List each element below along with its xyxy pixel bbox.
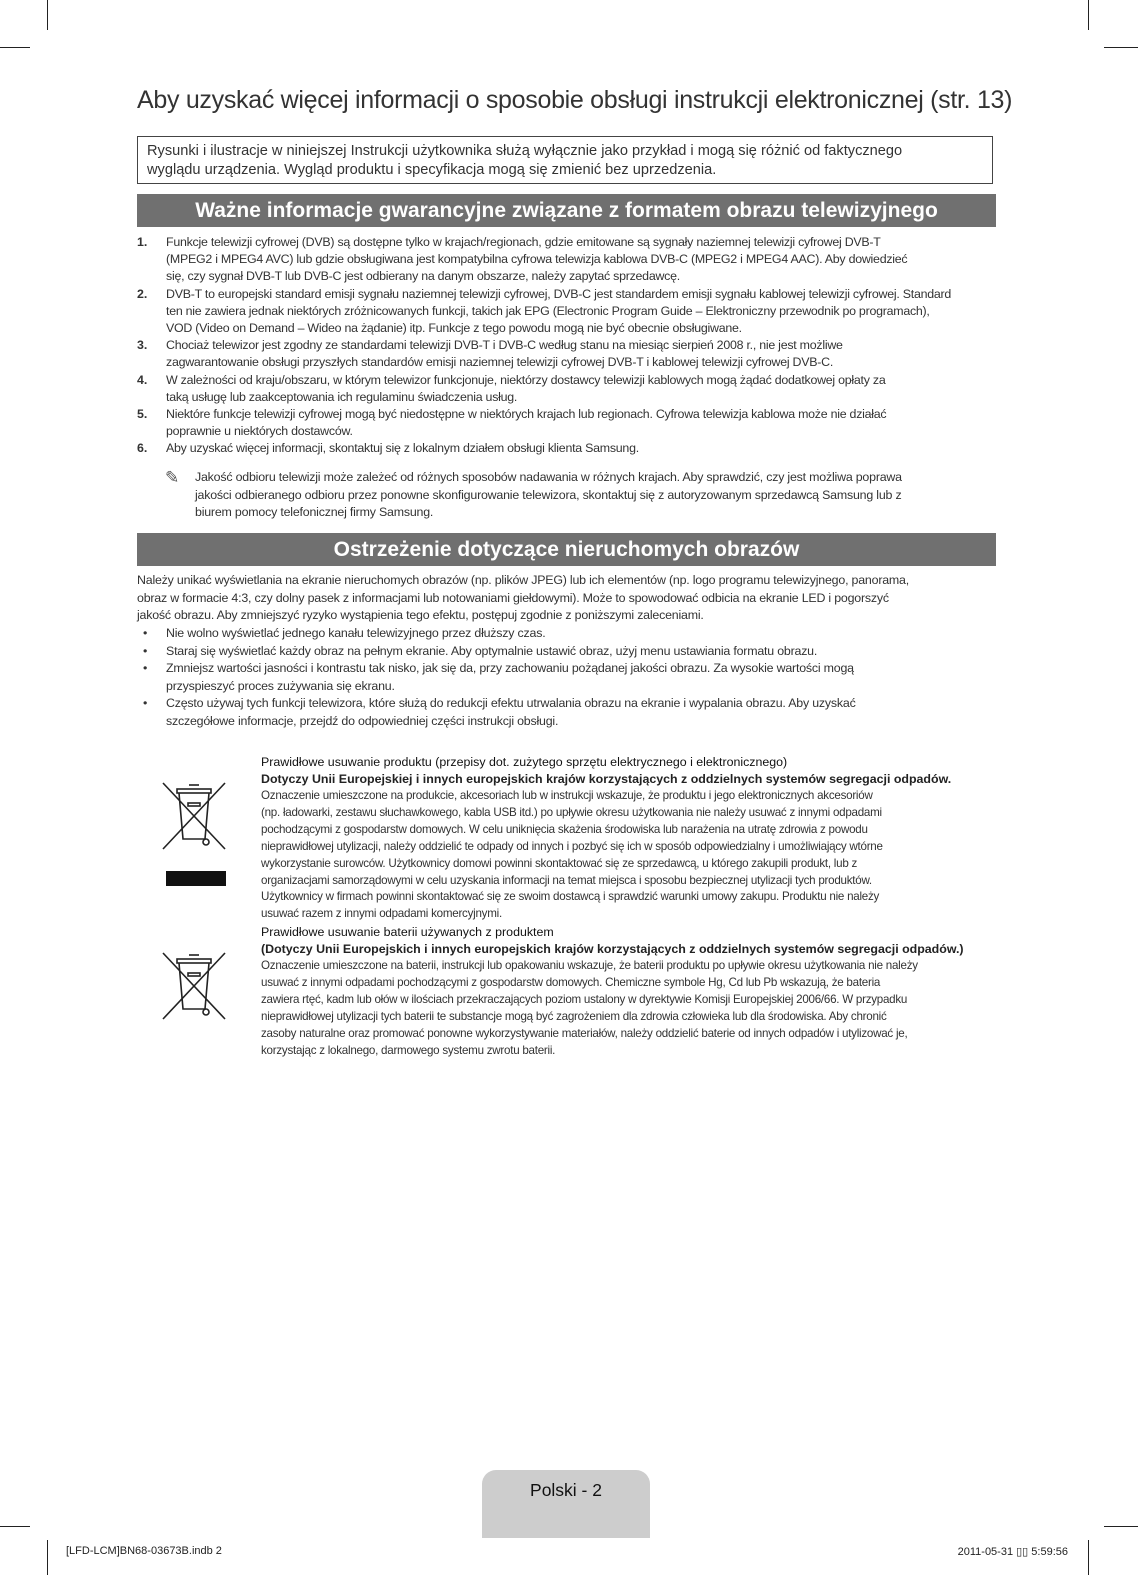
section-header-still-images: Ostrzeżenie dotyczące nieruchomych obrazów [137,533,996,566]
item-number: 3. [137,338,148,353]
bullet-text: przyspieszyć proces zużywania się ekranu. [166,678,395,693]
crossed-bin-icon [155,775,235,855]
bullet-text: Nie wolno wyświetlać jednego kanału telewizyjnego przez dłuższy czas. [166,626,546,640]
product-disposal-block [261,754,1001,923]
bullet-icon: • [143,696,148,710]
note-text: biurem pomocy telefonicznej firmy Samsung. [195,505,434,519]
pencil-icon: ✎ [165,468,180,487]
bullet-icon: • [143,661,148,675]
item-text: Chociaż telewizor jest zgodny ze standardami telewizji DVB-T i DVB-C według stanu na miesiąc sierpień 2008 r., nie jest możliwe [166,338,843,353]
list-item [137,440,997,457]
item-text: W zależności od kraju/obszaru, w którym telewizor funkcjonuje, niektórzy dostawcy telewizji kablowych mogą żądać dodatkowej opłaty za [166,372,886,387]
disposal-text: Użytkownicy w firmach powinni skontaktować się ze swoim dostawcą i sprawdzić warunki umowy zakupu. Produktu nie należy [261,890,880,904]
disclaimer-box [137,136,993,184]
disposal-subtitle: Dotyczy Unii Europejskiej i innych europejskich krajów korzystających z oddzielnych systemów segregacji odpadów. [261,772,952,786]
list-item [137,337,997,371]
disposal-text: usuwać razem z innymi odpadami komercyjnymi. [261,907,502,921]
item-text: DVB-T to europejski standard emisji sygnału naziemnej telewizji cyfrowej, DVB-C jest standardem emisji sygnału kablowej telewizji cyfrowej. Standard [166,286,952,301]
print-slug-timestamp: 2011-05-31 ▯▯ 5:59:56 [957,1546,1068,1558]
list-item [137,660,997,695]
bullet-text: Często używaj tych funkcji telewizora, które służą do redukcji efektu utrwalania obrazu na ekranie i wypalania obrazu. Aby uzyskać [166,696,856,710]
still-image-recommendations [137,625,997,730]
disclaimer-line: wyglądu urządzenia. Wygląd produktu i specyfikacja mogą się zmienić bez uprzedzenia. [147,162,717,178]
bullet-text: Staraj się wyświetlać każdy obraz na pełnym ekranie. Aby optymalnie ustawić obraz, użyj menu ustawiania formatu obrazu. [166,643,818,658]
bullet-icon: • [143,643,148,658]
disposal-text: (np. ładowarki, zestawu słuchawkowego, kabla USB itd.) po upływie okresu użytkowania nie należy usuwać z innymi odpadami [261,805,882,819]
item-text: ten nie zawiera jednak niektórych zróżnicowanych funkcji, takich jak EPG (Electronic Program Guide – Elektroniczny przewodnik po programach), [166,303,930,318]
list-item [137,625,997,643]
item-number: 4. [137,372,148,387]
item-number: 6. [137,441,148,456]
item-text: Aby uzyskać więcej informacji, skontaktuj się z lokalnym działem obsługi klienta Samsung. [166,441,639,456]
disclaimer-line: Rysunki i ilustracje w niniejszej Instrukcji użytkownika służą wyłącznie jako przykład i mogą się różnić od faktycznego [147,143,903,159]
list-item [137,643,997,661]
item-number: 5. [137,407,148,422]
disposal-text: usuwać z innymi odpadami pochodzącymi z gospodarstw domowych. Chemiczne symbole Hg, Cd lub Pb wskazują, że bateria [261,975,881,989]
disposal-title: Prawidłowe usuwanie baterii używanych z produktem [261,925,554,939]
page-number-tab [482,1470,650,1538]
reception-note [165,469,995,522]
crossed-bin-icon [155,945,235,1025]
disposal-title: Prawidłowe usuwanie produktu (przepisy dot. zużytego sprzętu elektrycznego i elektronicznego) [261,755,788,769]
bullet-icon: • [143,626,148,640]
disposal-text: korzystając z lokalnego, darmowego systemu zwrotu baterii. [261,1043,556,1057]
item-number: 2. [137,286,148,301]
intro-text: obraz w formacie 4:3, czy dolny pasek z informacjami lub notowaniami giełdowymi). Może to spowodować odbicia na ekranie LED i pogorszyć [137,590,889,605]
disposal-text: Oznaczenie umieszczone na baterii, instrukcji lub opakowaniu wskazuje, że baterii produktu po upływie okresu użytkowania nie należy [261,959,918,972]
battery-disposal-block [261,924,1001,1059]
disposal-text: organizacjami samorządowymi w celu uzyskania informacji na temat miejsca i sposobu bezpiecznej utylizacji tych produktów. [261,873,872,887]
list-item [137,286,997,338]
item-text: zagwarantowanie obsługi przyszłych standardów emisji naziemnej telewizji cyfrowej DVB-T i kablowej telewizji cyfrowej DVB-C. [166,355,834,370]
crop-mark [1104,47,1138,48]
separate-collection-bar [166,871,226,886]
list-item [137,234,997,286]
warranty-list [137,234,997,458]
print-slug-file: [LFD-LCM]BN68-03673B.indb 2 [66,1545,222,1557]
page-heading: Aby uzyskać więcej informacji o sposobie obsługi instrukcji elektronicznej (str. 13) [137,86,1013,114]
disposal-text: wykorzystanie surowców. Użytkownicy domowi powinni skontaktować się ze sprzedawcą, u którego zakupili produkt, lub z [261,856,858,870]
item-text: taką usługę lub zaakceptowania ich regulaminu świadczenia usług. [166,389,518,404]
disposal-text: nieprawidłowej utylizacji tych baterii te substancje mogą być zagrożeniem dla zdrowia człowieka lub dla środowiska. Aby chronić [261,1009,887,1023]
disposal-text: pochodzącymi z gospodarstw domowych. W celu uniknięcia skażenia środowiska lub narażenia na utratę zdrowia z powodu [261,822,868,836]
list-item [137,695,997,730]
disposal-text: nieprawidłowej utylizacji, należy oddzielić te odpady od innych i pozbyć się ich w sposób odpowiedzialny i umożliwiający wtórne [261,839,883,853]
disposal-text: zasoby naturalne oraz promować ponowne wykorzystywanie materiałów, należy oddzielić baterie od innych odpadów i utylizować je, [261,1026,908,1040]
page-number: Polski - 2 [530,1480,602,1500]
intro-text: jakość obrazu. Aby zmniejszyć ryzyko wystąpienia tego efektu, postępuj zgodnie z poniższymi zaleceniami. [137,608,704,622]
crop-mark [1104,1526,1138,1527]
item-text: VOD (Video on Demand – Wideo na żądanie) itp. Funkcje z tego powodu mogą nie być obecnie obsługiwane. [166,321,742,336]
note-text: Jakość odbioru telewizji może zależeć od różnych sposobów nadawania w różnych krajach. Aby sprawdzić, czy jest możliwa poprawa [195,470,902,484]
still-image-intro [137,572,997,625]
crop-mark [1088,1540,1089,1575]
item-text: poprawnie u niektórych dostawców. [166,424,353,439]
bullet-text: szczegółowe informacje, przejdź do odpowiedniej części instrukcji obsługi. [166,713,559,728]
note-text: jakości odbieranego odbioru przez ponowne skonfigurowanie telewizora, skontaktuj się z autoryzowanym sprzedawcą Samsung lub z [195,487,902,502]
crop-mark [47,0,48,30]
disposal-subtitle: (Dotyczy Unii Europejskich i innych europejskich krajów korzystających z oddzielnych systemów segregacji odpadów.) [261,942,964,956]
crop-mark [0,47,30,48]
disposal-text: zawiera rtęć, kadm lub ołów w ilościach przekraczających poziom ustalony w dyrektywie Komisji Europejskiej 2006/66. W przypadku [261,992,908,1006]
item-text: Niektóre funkcje telewizji cyfrowej mogą być niedostępne w niektórych krajach lub regionach. Cyfrowa telewizja kablowa może nie działać [166,407,887,422]
intro-text: Należy unikać wyświetlania na ekranie nieruchomych obrazów (np. plików JPEG) lub ich elementów (np. logo programu telewizyjnego, panorama, [137,573,909,587]
item-number: 1. [137,235,148,249]
section-header-warranty: Ważne informacje gwarancyjne związane z formatem obrazu telewizyjnego [137,194,996,227]
list-item [137,372,997,406]
item-text: (MPEG2 i MPEG4 AVC) lub gdzie obsługiwana jest kompatybilna cyfrowa telewizja kablowa DVB-C (MPEG2 i MPEG4 AAC). Aby dowiedzieć [166,252,908,267]
crop-mark [1088,0,1089,30]
item-text: Funkcje telewizji cyfrowej (DVB) są dostępne tylko w krajach/regionach, gdzie emitowane są sygnały naziemnej telewizji cyfrowej DVB-T [166,235,881,249]
bullet-text: Zmniejsz wartości jasności i kontrastu tak nisko, jak się da, przy zachowaniu pożądanej jakości obrazu. Za wysokie wartości mogą [166,661,854,675]
crop-mark [0,1526,30,1527]
list-item [137,406,997,440]
item-text: się, czy sygnał DVB-T lub DVB-C jest odbierany na danym obszarze, należy zapytać sprzedawcę. [166,269,680,284]
disposal-text: Oznaczenie umieszczone na produkcie, akcesoriach lub w instrukcji wskazuje, że produktu i jego elektronicznych akcesoriów [261,789,873,802]
crop-mark [47,1540,48,1575]
